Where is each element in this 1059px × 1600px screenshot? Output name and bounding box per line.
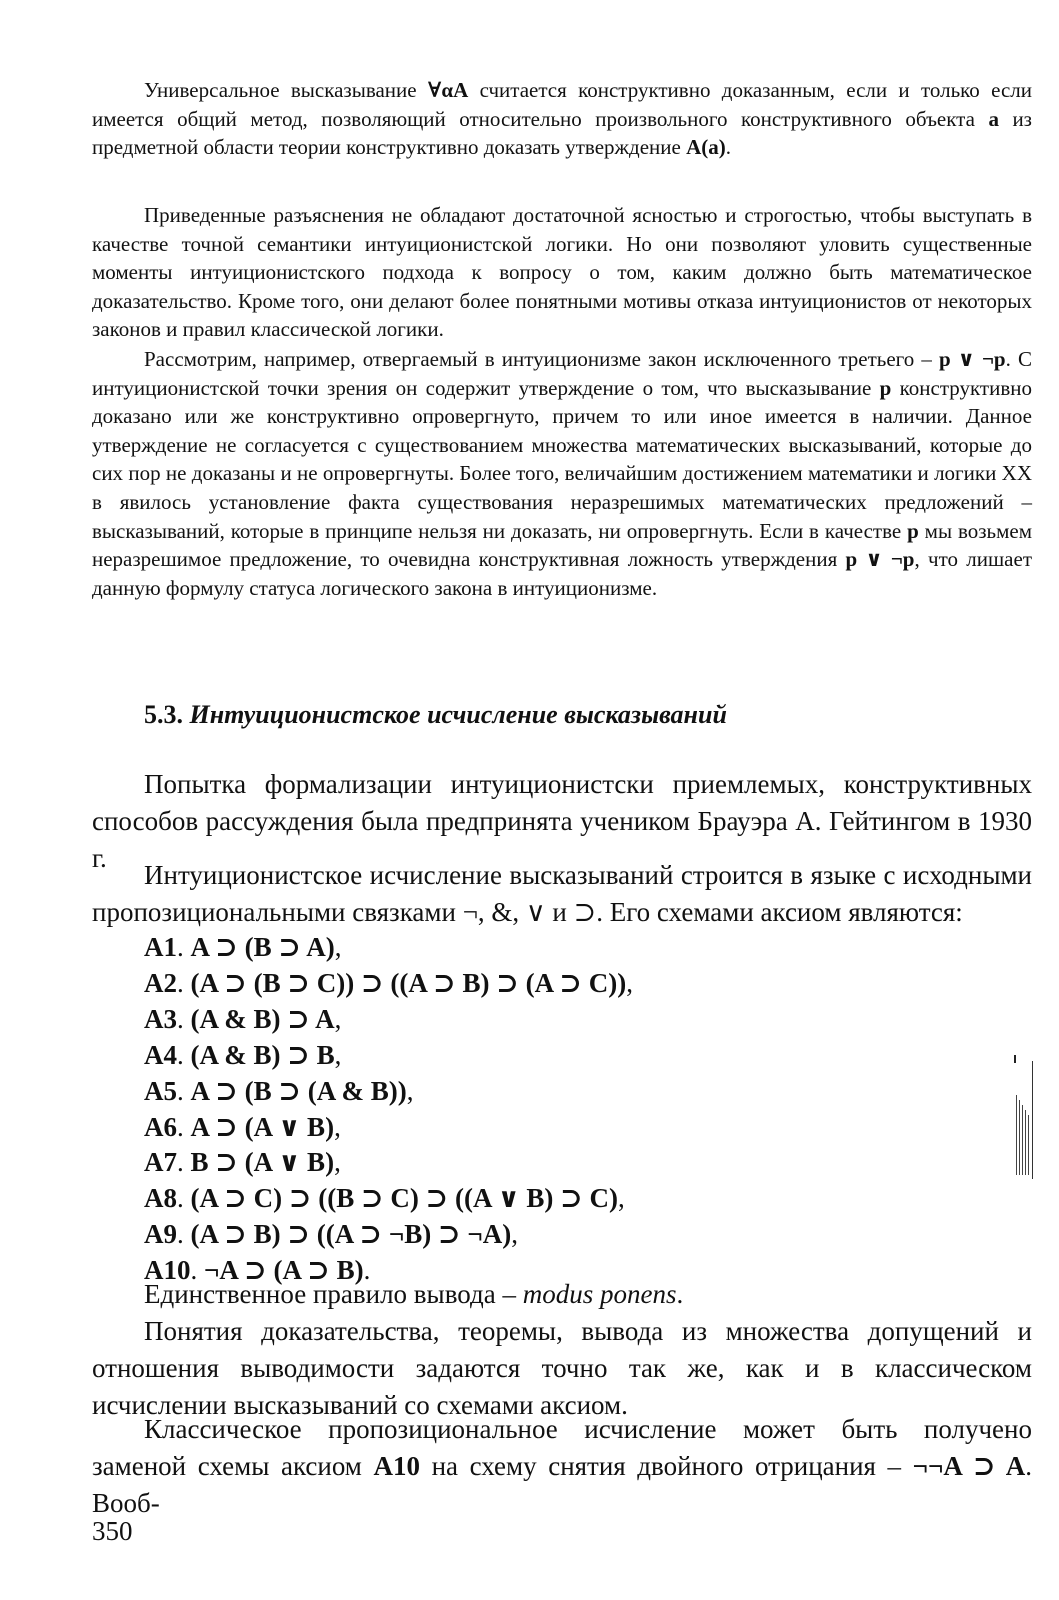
paragraph-explanations: Приведенные разъяснения не обладают достаточной ясностью и строгостью, чтобы выступать в качестве точной семантики интуиционистской логики. Но они позволяют уловить существенные моменты интуиционистского подхода к вопросу о том, каким должно быть математическое доказательство. Кроме того, они делают более понятными мотивы отказа интуиционистов от некоторых законов и правил классической логики.: [92, 203, 1032, 342]
axiom-a7: A7. B ⊃ (A ∨ B),: [144, 1147, 341, 1178]
axiom-a4: A4. (A & B) ⊃ B,: [144, 1039, 342, 1070]
axiom-a5: A5. A ⊃ (B ⊃ (A & B)),: [144, 1075, 414, 1106]
axiom-list: [144, 930, 633, 1289]
paragraph-language: Интуиционистское исчисление высказываний строится в языке с исходными пропозициональными связками ¬, &, ∨ и ⊃. Его схемами аксиом являются:: [92, 860, 1032, 927]
paragraph-excluded-middle: Рассмотрим, например, отвергаемый в интуиционизме закон исключенного третьего – p ∨ ¬p. С интуиционистской точки зрения он содержит утверждение о том, что высказывание p конструктивно доказано или же конструктивно опровергнуто, причем то или иное имеется в наличии. Данное утверждение не согласуется с существованием множества математических высказываний, которые до сих пор не доказаны и не опровергнуты. Более того, величайшим достижением математики и логики XX в явилось установление факта существования неразрешимых математических предложений – высказываний, которые в принципе нельзя ни доказать, ни опровергнуть. Если в качестве p мы возьмем неразрешимое предложение, то очевидна конструктивная ложность утверждения p ∨ ¬p, что лишает данную формулу статуса логического закона в интуиционизме.: [92, 347, 1032, 600]
paragraph-formalization: Попытка формализации интуиционистски приемлемых, конструктивных способов рассуждения была предпринята учеником Брауэра А. Гейтингом в 1930 г.: [92, 769, 1032, 873]
axiom-a8: A8. (A ⊃ C) ⊃ ((B ⊃ C) ⊃ ((A ∨ B) ⊃ C),: [144, 1183, 625, 1214]
paragraph-proof-notions: Понятия доказательства, теоремы, вывода из множества допущений и отношения выводимости задаются точно так же, как и в классическом исчислении высказываний со схемами аксиом.: [92, 1316, 1032, 1420]
paragraph-classical-calculus: Классическое пропозициональное исчисление может быть получено заменой схемы аксиом A10 на схему снятия двойного отрицания – ¬¬A ⊃ A. Вооб-: [92, 1414, 1032, 1518]
scan-artifact-marks: [1012, 1055, 1040, 1185]
axiom-a6: A6. A ⊃ (A ∨ B),: [144, 1111, 341, 1142]
section-heading: 5.3. Интуиционистское исчисление высказываний: [144, 700, 727, 729]
paragraph-inference-rule: Единственное правило вывода – modus ponens.: [144, 1279, 684, 1309]
page-number: 350: [92, 1516, 133, 1546]
axiom-a9: A9. (A ⊃ B) ⊃ ((A ⊃ ¬B) ⊃ ¬A),: [144, 1219, 518, 1250]
axiom-a2: A2. (A ⊃ (B ⊃ C)) ⊃ ((A ⊃ B) ⊃ (A ⊃ C)),: [144, 967, 633, 998]
axiom-a1: A1. A ⊃ (B ⊃ A),: [144, 932, 342, 962]
axiom-a3: A3. (A & B) ⊃ A,: [144, 1003, 342, 1034]
paragraph-universal-statement: Универсальное высказывание ∀αA считается конструктивно доказанным, если и только если имеется общий метод, позволяющий относительно произвольного конструктивного объекта a из предметной области теории конструктивно доказать утверждение A(a).: [92, 78, 1032, 160]
axiom-a10: A10. ¬A ⊃ (A ⊃ B).: [144, 1255, 371, 1286]
